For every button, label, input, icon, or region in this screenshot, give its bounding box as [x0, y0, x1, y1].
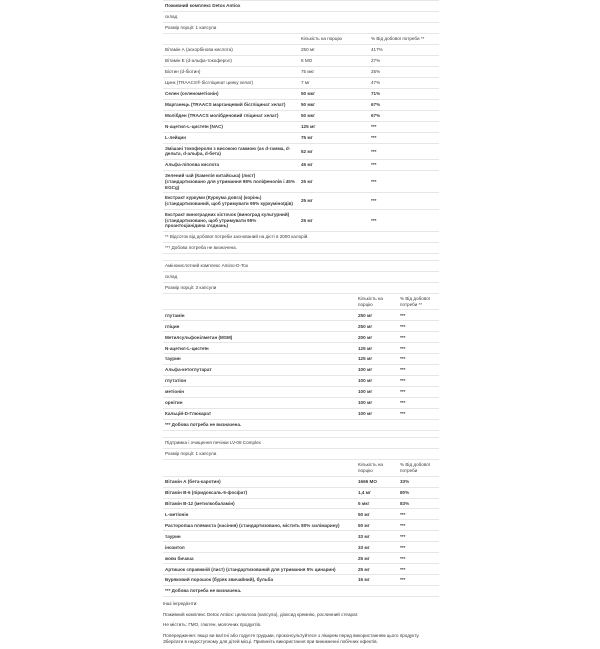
table-row [163, 398, 439, 409]
nutrient-amount: 50 мкг [299, 110, 369, 121]
nutrient-amount: 33 мг [356, 542, 398, 553]
nutrient-amount: 16 мг [356, 575, 398, 586]
nutrient-name: Марганець (TRAACS марганцевий бісгліцинат хелат) [163, 99, 299, 110]
table-row [163, 77, 439, 88]
table-row [163, 143, 439, 160]
table-row [163, 193, 439, 210]
nutrient-name: Селен (селенометіонін) [163, 88, 299, 99]
nutrient-name: Вітамін Е (d-альфа-токоферол) [163, 55, 299, 66]
free-from: Не містить: ГМО, глютен, молочних продуктів. [163, 622, 262, 628]
section-title: Поживний комплекс Detox Antiox [163, 1, 439, 12]
section-title: Підтримка і очищення печінки LV-08 Complex [163, 438, 439, 449]
footnote: ** Відсоток від добової потреби заснований на дієті в 2000 калорій. [163, 232, 439, 243]
nutrient-dv: *** [398, 409, 439, 420]
footnote: *** Добова потреба не визначена. [163, 420, 439, 431]
amino-d-tox-table [163, 260, 439, 431]
nutrient-name: глутатіон [163, 376, 356, 387]
nutrient-name: гліцин [163, 321, 356, 332]
nutrient-name: метіонін [163, 387, 356, 398]
nutrient-amount: 75 мкг [299, 66, 369, 77]
footnote: *** Добова потреба не визначена. [163, 242, 439, 253]
nutrient-amount: 1,4 мг [356, 487, 398, 498]
nutrient-name: жовч бичача [163, 553, 356, 564]
table-row [163, 66, 439, 77]
nutrient-amount: 50 мг [356, 509, 398, 520]
nutrient-dv: 417% [369, 44, 439, 55]
nutrient-dv: *** [398, 365, 439, 376]
composition-label: склад [163, 271, 439, 282]
serving-size: Розмір порції: 1 капсула [163, 449, 439, 460]
table-row [163, 310, 439, 321]
nutrient-name: інозитол [163, 542, 356, 553]
nutrient-amount: 5 мкг [356, 498, 398, 509]
nutrient-name: Змішані токофероли з високою гаммою (as d-гамма, d-дельта, d-альфа, d-бета) [163, 143, 299, 160]
nutrient-dv: *** [398, 376, 439, 387]
nutrient-name: L-лейцин [163, 132, 299, 143]
dv-header: % Від добової потреби ** [398, 293, 439, 310]
nutrient-dv: *** [398, 553, 439, 564]
table-row [163, 132, 439, 143]
nutrient-amount: 100 мг [356, 387, 398, 398]
dv-header: % Від добової потреби ** [369, 33, 439, 44]
nutrient-name: Буряковий порошок (буряк звичайний), бульба [163, 575, 356, 586]
nutrient-dv: 25% [369, 66, 439, 77]
nutrient-amount: 50 мкг [299, 99, 369, 110]
amount-header: Кількість на порцію [356, 293, 398, 310]
nutrient-dv: *** [398, 575, 439, 586]
nutrient-name: N-ацетил-L-цистеїн (NAC) [163, 121, 299, 132]
table-header [163, 33, 439, 44]
nutrient-name: Кальцій-D-Глюкарат [163, 409, 356, 420]
nutrient-dv: *** [398, 321, 439, 332]
nutrient-amount: 125 мг [299, 121, 369, 132]
table-row [163, 343, 439, 354]
nutrient-amount: 100 мг [356, 409, 398, 420]
nutrient-dv: *** [369, 171, 439, 193]
nutrient-amount: 33 мг [356, 531, 398, 542]
dv-header: % Від добової потреби [398, 460, 439, 477]
nutrient-name: Екстракт куркуми (Куркума довга) (корінь) (стандартизований, щоб утримувати 95% куркуміноїдів) [163, 193, 299, 210]
nutrient-amount: 7 мг [299, 77, 369, 88]
nutrient-amount: 100 мг [356, 376, 398, 387]
nutrient-name: L-метіонін [163, 509, 356, 520]
nutrient-amount: 25 мг [356, 553, 398, 564]
amount-header: Кількість на порцію [299, 33, 369, 44]
nutrient-name: Молібден (TRAACS молібденовий гліцинат хелат) [163, 110, 299, 121]
warning: Попередження: якщо ви вагітні або годуєте грудьми, проконсультуйтеся з лікарем перед використанням цього продукту. Зберігати в недоступному для дітей місці. Припиніть використання при виникненні побічних ефектів. [163, 633, 420, 644]
nutrient-name: Альфа-ліпоєва кислота [163, 160, 299, 171]
other-ingredients-label: Інші інгредієнти: [163, 601, 198, 607]
nutrient-name: Артишок справжній (лист) (стандартизований для утримання 5% цинарин) [163, 564, 356, 575]
nutrient-dv: *** [398, 564, 439, 575]
nutrient-amount: 45 мг [299, 160, 369, 171]
nutrient-amount: 250 мг [356, 321, 398, 332]
nutrient-name: глутамін [163, 310, 356, 321]
product-notes [163, 601, 439, 644]
table-row [163, 354, 439, 365]
nutrient-amount: 25 мг [299, 171, 369, 193]
table-row [163, 553, 439, 564]
nutrient-dv: 27% [369, 55, 439, 66]
nutrient-name: Цинк (TRAACS® бісгліцинат цинку хелат) [163, 77, 299, 88]
table-row [163, 575, 439, 586]
nutrient-amount: 250 мг [356, 310, 398, 321]
nutrient-name: Альфа-кетоглутарат [163, 365, 356, 376]
nutrient-amount: 200 мг [356, 332, 398, 343]
table-row [163, 520, 439, 531]
table-row [163, 171, 439, 193]
table-row [163, 376, 439, 387]
nutrient-dv: *** [369, 160, 439, 171]
table-row [163, 509, 439, 520]
nutrient-amount: 25 мг [299, 209, 369, 231]
serving-size: Розмір порції: 3 капсули [163, 282, 439, 293]
nutrient-amount: 125 мг [356, 354, 398, 365]
nutrient-dv: *** [398, 398, 439, 409]
composition-label: склад [163, 11, 439, 22]
nutrient-amount: 100 мг [356, 365, 398, 376]
table-row [163, 110, 439, 121]
nutrient-amount: 250 мг [299, 44, 369, 55]
nutrient-dv: *** [369, 132, 439, 143]
nutrient-name: Біотин (d-біотин) [163, 66, 299, 77]
table-row [163, 88, 439, 99]
table-row [163, 409, 439, 420]
nutrient-dv: *** [398, 332, 439, 343]
nutrient-name: Вітамін А (бета-каротин) [163, 476, 356, 487]
detox-antiox-table [163, 0, 439, 254]
nutrient-amount: 75 мг [299, 132, 369, 143]
nutrient-name: Расторопша плямиста (насіння) (стандартизовано, містить 80% силімарину) [163, 520, 356, 531]
supplement-facts [163, 0, 439, 649]
nutrient-dv: 83% [398, 498, 439, 509]
nutrient-amount: 52 мг [299, 143, 369, 160]
nutrient-amount: 8 МО [299, 55, 369, 66]
nutrient-dv: 80% [398, 487, 439, 498]
table-row [163, 487, 439, 498]
nutrient-name: N-ацетил-L-цистеїн [163, 343, 356, 354]
other-ingredients: Поживний комплекс Detox Antiox: целюлоза (капсула), діоксид кремнію, рослинний стеарат. [163, 611, 359, 617]
table-row [163, 498, 439, 509]
nutrient-name: Метилсульфонілметан (MSM) [163, 332, 356, 343]
nutrient-dv: *** [369, 193, 439, 210]
table-row [163, 321, 439, 332]
nutrient-dv: *** [398, 310, 439, 321]
nutrient-dv: 33% [398, 476, 439, 487]
nutrient-amount: 25 мг [299, 193, 369, 210]
table-row [163, 387, 439, 398]
nutrient-name: Зелений чай (Камелія китайська) (лист) (стандартизовано для утримання 98% поліфенолів і 45% EGCg) [163, 171, 299, 193]
table-row [163, 209, 439, 231]
table-row [163, 564, 439, 575]
nutrient-dv: *** [398, 387, 439, 398]
nutrient-amount: 25 мг [356, 564, 398, 575]
table-row [163, 365, 439, 376]
amount-header: Кількість на порцію [356, 460, 398, 477]
nutrient-dv: 67% [369, 110, 439, 121]
table-header [163, 293, 439, 310]
nutrient-name: Вітамін B-12 (метилкобаламін) [163, 498, 356, 509]
lv-08-complex-table [163, 437, 439, 597]
nutrient-amount: 100 мг [356, 398, 398, 409]
nutrient-dv: 47% [369, 77, 439, 88]
section-title: Амінокислотний комплекс Amino-D-Tox [163, 260, 439, 271]
table-row [163, 160, 439, 171]
nutrient-dv: *** [369, 121, 439, 132]
table-row [163, 332, 439, 343]
nutrient-dv: *** [398, 343, 439, 354]
nutrient-dv: *** [398, 509, 439, 520]
nutrient-name: таурин [163, 354, 356, 365]
nutrient-dv: *** [398, 542, 439, 553]
table-header [163, 460, 439, 477]
nutrient-dv: *** [398, 354, 439, 365]
footnote: *** Добова потреба не визначена. [163, 586, 439, 597]
nutrient-name: Вітамін B-6 (піридоксаль-5-фосфат) [163, 487, 356, 498]
nutrient-dv: 71% [369, 88, 439, 99]
nutrient-amount: 50 мкг [299, 88, 369, 99]
nutrient-amount: 50 мг [356, 520, 398, 531]
nutrient-dv: *** [369, 209, 439, 231]
nutrient-dv: *** [398, 520, 439, 531]
nutrient-amount: 125 мг [356, 343, 398, 354]
table-row [163, 55, 439, 66]
nutrient-amount: 1666 МО [356, 476, 398, 487]
nutrient-name: таурин [163, 531, 356, 542]
table-row [163, 476, 439, 487]
table-row [163, 99, 439, 110]
nutrient-dv: *** [398, 531, 439, 542]
nutrient-dv: *** [369, 143, 439, 160]
table-row [163, 121, 439, 132]
nutrient-name: орнітин [163, 398, 356, 409]
table-row [163, 542, 439, 553]
nutrient-dv: 67% [369, 99, 439, 110]
nutrient-name: Екстракт виноградних кісточок (виноград культурний) (стандартизовано, щоб утримувати 95% проантоціанідина з'єднань) [163, 209, 299, 231]
serving-size: Розмір порції: 1 капсула [163, 22, 439, 33]
table-row [163, 44, 439, 55]
table-row [163, 531, 439, 542]
nutrient-name: Вітамін А (аскорбінова кислота) [163, 44, 299, 55]
